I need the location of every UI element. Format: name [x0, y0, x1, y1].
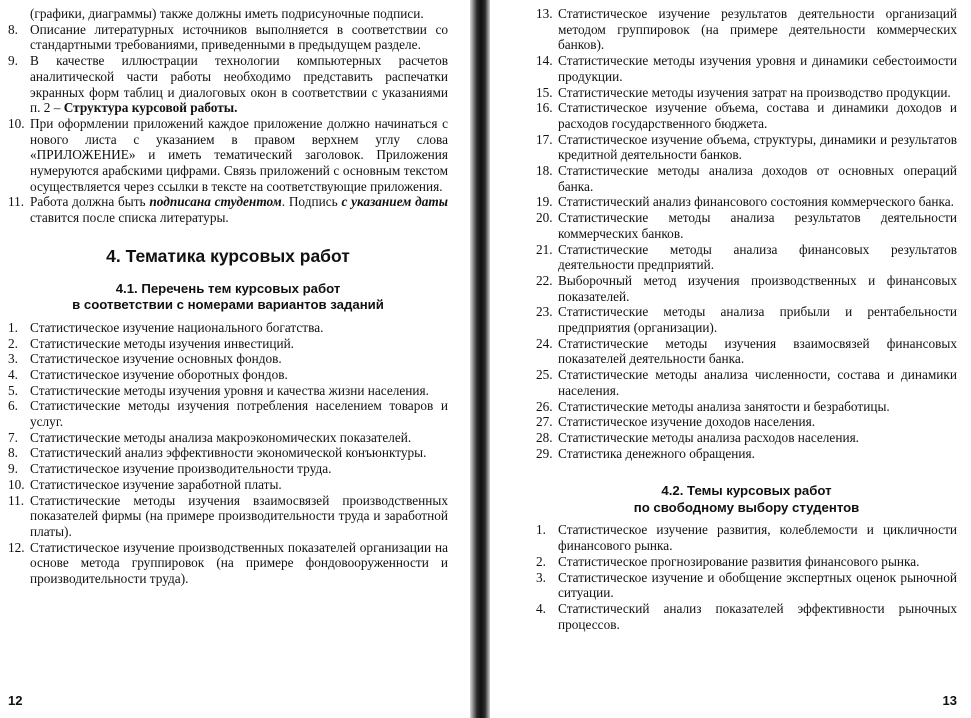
item-number: 22.: [536, 272, 553, 288]
item-text: Статистическое изучение развития, колеблемости и цикличности финансового рынка.: [558, 522, 957, 554]
list-item: [536, 194, 957, 210]
topic-list: [8, 320, 448, 587]
list-item: [8, 367, 448, 383]
item-text: Статистическое изучение заработной платы.: [30, 476, 282, 492]
item-text: Статистическое изучение основных фондов.: [30, 351, 282, 367]
emphasis-signed: подписана студентом: [149, 194, 282, 210]
item-text: Статистический анализ показателей эффективности рыночных процессов.: [558, 600, 957, 632]
list-item: [8, 351, 448, 367]
item-text: Статистические методы изучения потребления населением товаров и услуг.: [30, 398, 448, 430]
item-number: 26.: [536, 398, 553, 414]
item-number: 8.: [8, 445, 18, 461]
item-number: 9.: [8, 461, 18, 477]
item-number: 1.: [8, 319, 18, 335]
item-text: Статистический анализ финансового состояния коммерческого банка.: [558, 194, 954, 210]
item-number: 7.: [8, 429, 18, 445]
rule-text: При оформлении приложений каждое приложение должно начинаться с нового листа с указанием в правом верхнем углу слова «ПРИЛОЖЕНИЕ» и иметь тематический заголовок. Приложения нумеруются арабскими цифрами. Связь приложений с основным текстом осуществляется через ссылки в тексте на соответствующие приложения.: [30, 115, 448, 194]
list-item: [8, 398, 448, 429]
item-number: 27.: [536, 414, 553, 430]
list-item: [536, 570, 957, 601]
item-text: Выборочный метод изучения производственных и финансовых показателей.: [558, 272, 957, 304]
item-text: Статистические методы анализа результатов деятельности коммерческих банков.: [558, 210, 957, 241]
item-text: Статистические методы изучения уровня и динамики себестоимости продукции.: [558, 53, 957, 84]
list-item: [536, 100, 957, 131]
section-title: 4. Тематика курсовых работ: [106, 245, 350, 266]
list-item: [8, 430, 448, 446]
list-item: [536, 53, 957, 84]
list-item: [536, 601, 957, 632]
item-text: Статистическое изучение производительности труда.: [30, 461, 332, 477]
item-text: Статистические методы изучения взаимосвязей производственных показателей фирмы (на примере производительности труда и заработной платы).: [30, 492, 448, 539]
list-item: [8, 336, 448, 352]
item-text: Статистические методы изучения затрат на производство продукции.: [558, 84, 951, 100]
list-item: [8, 477, 448, 493]
list-item: [536, 273, 957, 304]
item-text: Статистические методы изучения инвестиций.: [30, 335, 295, 351]
list-item: [536, 6, 957, 53]
item-number: 14.: [536, 53, 553, 69]
item-number: 4.: [536, 600, 546, 616]
item-number: 1.: [536, 522, 546, 538]
list-item: [8, 383, 448, 399]
list-item: [536, 210, 957, 241]
list-item: [536, 367, 957, 398]
book-spine: [470, 0, 490, 718]
item-number: 29.: [536, 445, 553, 461]
item-text: Статистические методы анализа занятости и безработицы.: [558, 398, 890, 414]
item-number: 24.: [536, 335, 553, 351]
rule-text: Работа должна быть подписана студентом. Подпись с указанием даты ставится после списка литературы.: [30, 194, 448, 226]
list-item: [536, 242, 957, 273]
item-text: Статистические методы анализа прибыли и рентабельности предприятия (организации).: [558, 304, 957, 336]
page-number: 13: [942, 693, 957, 708]
item-number: 2.: [8, 335, 18, 351]
item-text: Статистическое изучение оборотных фондов.: [30, 366, 288, 382]
item-number: 6.: [8, 398, 18, 414]
item-text: Статистическое изучение объема, структуры, динамики и результатов кредитной деятельности банков.: [558, 131, 957, 163]
item-number: 20.: [536, 210, 553, 226]
list-item: [536, 522, 957, 553]
item-text: Статистические методы анализа численности, состава и динамики населения.: [558, 367, 957, 398]
item-text: Статистическое изучение производственных показателей организации на основе метода группировок (на примере фондовооруженности и производительности труда).: [30, 539, 448, 587]
item-text: Статистические методы анализа доходов от основных операций банка.: [558, 163, 957, 194]
rule-item: [8, 22, 448, 53]
left-page: [0, 0, 470, 718]
item-text: Статистический анализ эффективности экономической конъюнктуры.: [30, 445, 427, 461]
free-topic-list: [536, 522, 957, 632]
item-text: Статистическое прогнозирование развития финансового рынка.: [558, 553, 920, 569]
item-text: Статистические методы изучения уровня и качества жизни населения.: [30, 382, 429, 398]
rule-number: 10.: [8, 115, 25, 131]
list-item: [8, 461, 448, 477]
list-item: [536, 336, 957, 367]
continued-text: (графики, диаграммы) также должны иметь подрисуночные подписи.: [30, 6, 424, 21]
structure-reference: Структура курсовой работы.: [63, 100, 238, 116]
emphasis-date: с указанием даты: [341, 194, 448, 210]
item-number: 19.: [536, 194, 553, 210]
rule-text: Описание литературных источников выполняется в соответствии со стандартными требованиями, приведенными в предыдущем разделе.: [30, 21, 448, 53]
list-item: [536, 399, 957, 415]
list-item: [8, 445, 448, 461]
item-number: 12.: [8, 539, 25, 555]
item-text: Статистика денежного обращения.: [558, 445, 755, 461]
item-text: Статистическое изучение результатов деятельности организаций методом группировок (на примере деятельности коммерческих банков).: [558, 6, 957, 53]
list-item: [536, 554, 957, 570]
item-number: 2.: [536, 553, 546, 569]
item-text: Статистические методы анализа макроэкономических показателей.: [30, 429, 412, 445]
item-text: Статистические методы анализа расходов населения.: [558, 429, 860, 445]
item-number: 5.: [8, 382, 18, 398]
page-number: 12: [8, 693, 23, 708]
list-item: [536, 85, 957, 101]
rule-item: [8, 53, 448, 116]
item-text: Статистические методы анализа финансовых результатов деятельности предприятий.: [558, 241, 957, 273]
rule-number: 8.: [8, 21, 18, 37]
item-number: 28.: [536, 429, 553, 445]
rule-item: [8, 116, 448, 195]
item-number: 21.: [536, 241, 553, 257]
item-number: 23.: [536, 304, 553, 320]
item-number: 16.: [536, 100, 553, 116]
list-item: [536, 163, 957, 194]
item-number: 3.: [536, 569, 546, 585]
item-number: 10.: [8, 476, 25, 492]
item-number: 11.: [8, 492, 25, 508]
item-number: 4.: [8, 366, 18, 382]
right-page: [490, 0, 971, 718]
rule-text: В качестве иллюстрации технологии компьютерных расчетов аналитической части работы необходимо представить распечатки экранных форм таблиц и диалоговых окон в соответствии с указаниями п. 2 – Структура курсовой работы.: [30, 53, 448, 116]
topic-list: [536, 6, 957, 461]
list-item: [536, 446, 957, 462]
item-text: Статистическое изучение и обобщение экспертных оценок рыночной ситуации.: [558, 569, 957, 601]
list-item: [8, 540, 448, 587]
rule-number: 11.: [8, 194, 25, 210]
list-item: [8, 493, 448, 540]
rule-item: [8, 194, 448, 225]
item-text: Статистическое изучение объема, состава и динамики доходов и расходов государственного бюджета.: [558, 100, 957, 131]
item-text: Статистические методы изучения взаимосвязей финансовых показателей деятельности банка.: [558, 335, 957, 367]
item-number: 25.: [536, 367, 553, 383]
item-text: Статистическое изучение национального богатства.: [30, 319, 324, 335]
item-number: 18.: [536, 163, 553, 179]
item-number: 15.: [536, 84, 553, 100]
list-item: [536, 304, 957, 335]
item-number: 3.: [8, 351, 18, 367]
rule-number: 9.: [8, 53, 18, 69]
subsection-title: 4.1. Перечень тем курсовых работ в соответствии с номерами вариантов заданий: [72, 280, 384, 313]
item-number: 17.: [536, 131, 553, 147]
subsection-title: 4.2. Темы курсовых работ по свободному выбору студентов: [633, 483, 860, 515]
list-item: [8, 320, 448, 336]
list-item: [536, 132, 957, 163]
list-item: [536, 414, 957, 430]
item-number: 13.: [536, 6, 553, 21]
item-text: Статистическое изучение доходов населения.: [558, 414, 816, 430]
list-item: [536, 430, 957, 446]
